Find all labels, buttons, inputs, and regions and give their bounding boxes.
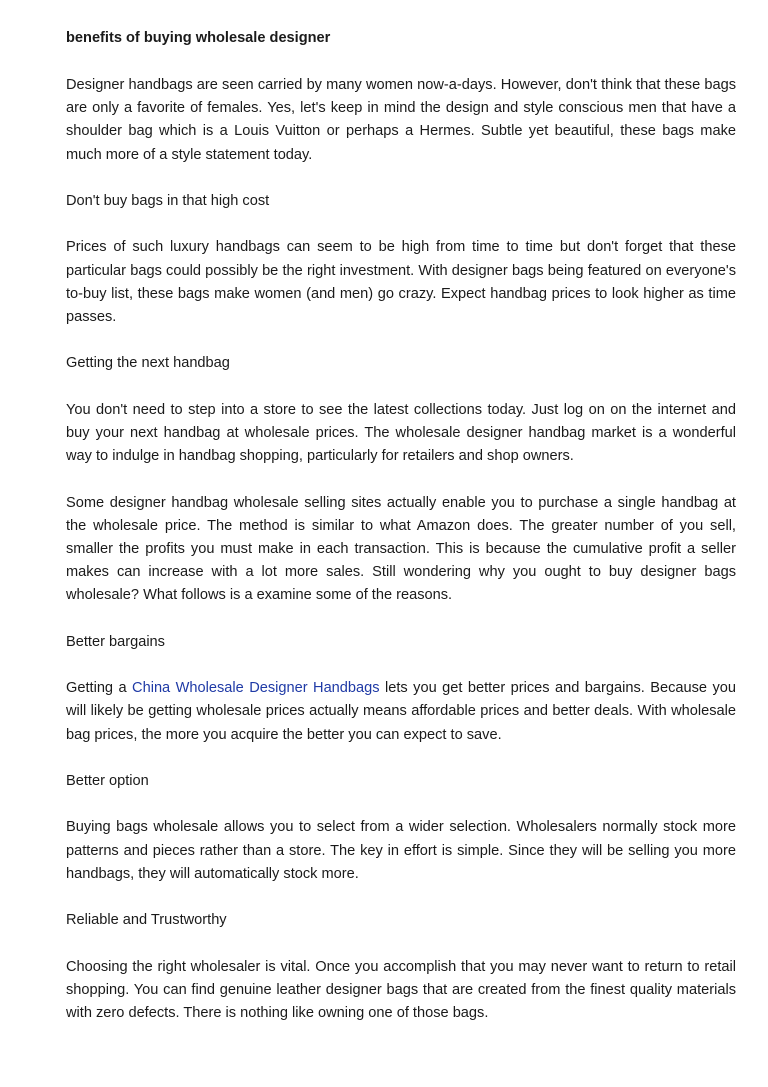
china-wholesale-designer-handbags-link[interactable]: China Wholesale Designer Handbags: [132, 680, 380, 697]
next-handbag-paragraph: You don't need to step into a store to see the latest collections today. Just log on on the internet and buy your next handbag at wholesale prices. The wholesale designer handbag market is a wonderful way to indulge in handbag shopping, particularly for retailers and shop owners.: [66, 401, 736, 465]
high-cost-paragraph: Prices of such luxury handbags can seem to be high from time to time but don't forget that these particular bags could possibly be the right investment. With designer bags being featured on everyone's to-buy list, these bags make women (and men) go crazy. Expect handbag prices to look higher as time passes.: [66, 239, 736, 325]
bargains-text-after-link: lets you get better prices and bargains. Because you will likely be getting wholesale prices actually means affordable prices and better deals. With wholesale bag prices, the more you acquire the better you can expect to save.: [66, 680, 736, 743]
section-heading-better-option: Better option: [66, 772, 149, 789]
section-heading-better-bargains: Better bargains: [66, 633, 165, 650]
intro-paragraph: Designer handbags are seen carried by many women now-a-days. However, don't think that these bags are only a favorite of females. Yes, let's keep in mind the design and style conscious men that have a shoulder bag which is a Louis Vuitton or perhaps a Hermes. Subtle yet beautiful, these bags make much more of a style statement today.: [66, 77, 736, 163]
better-option-paragraph: Buying bags wholesale allows you to select from a wider selection. Wholesalers normally stock more patterns and pieces rather than a store. The key in effort is simple. Since they will be selling you more handbags, they will automatically stock more.: [66, 819, 736, 882]
document-title: benefits of buying wholesale designer: [66, 30, 331, 46]
section-heading-high-cost: Don't buy bags in that high cost: [66, 193, 270, 209]
document-page: [66, 28, 736, 1048]
better-bargains-paragraph: [66, 677, 736, 747]
section-heading-reliable: Reliable and Trustworthy: [66, 912, 227, 929]
bargains-text-before-link: Getting a: [66, 680, 133, 697]
reliable-paragraph: Choosing the right wholesaler is vital. Once you accomplish that you may never want to return to retail shopping. You can find genuine leather designer bags that are created from the finest quality materials with zero defects. There is nothing like owning one of those bags.: [66, 958, 736, 1021]
section-heading-next-handbag: Getting the next handbag: [66, 355, 230, 372]
next-handbag-paragraph-2: Some designer handbag wholesale selling sites actually enable you to purchase a single handbag at the wholesale price. The method is similar to what Amazon does. The greater number of you sell, smaller the profits you must make in each transaction. This is because the cumulative profit a seller makes can increase with a lot more sales. Still wondering why you ought to buy designer bags wholesale? What follows is a examine some of the reasons.: [66, 494, 736, 604]
